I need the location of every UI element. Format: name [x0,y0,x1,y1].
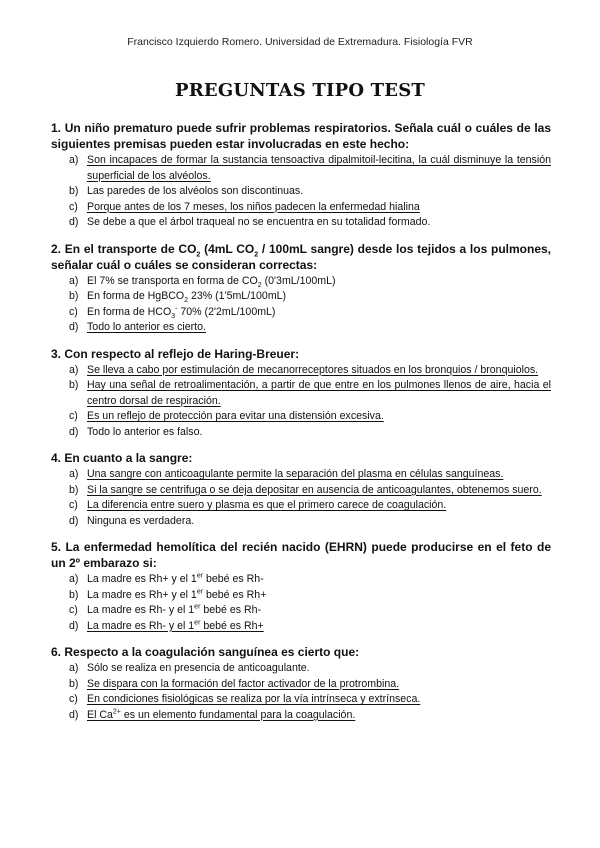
option-c: c) En forma de $HCO_3^-$ 70% (2'2mL/100mL) [69,304,276,320]
option-a: a) El 7% se transporta en forma de $CO_2$ (0'3mL/100mL) [69,274,336,289]
questions-list [51,120,551,733]
option-a: a) Son incapaces de formar la sustancia tensoactiva dipalmitoil-lecitina, la cuál disminuye la tensión superficial de los alvéolos. [69,154,551,182]
option-a: a) Una sangre con anticoagulante permite la separación del plasma en células sanguíneas. [69,468,504,480]
option-a: a) La madre es Rh+ y el 1er bebé es Rh- [69,572,264,585]
question-1 [51,120,551,231]
option-c: c) La madre es Rh- y el 1er bebé es Rh- [69,603,262,616]
question-text: 1. Un niño prematuro puede sufrir problemas respiratorios. Señala cuál o cuáles de las siguientes premisas pueden estar involucradas en este hecho: [51,121,551,151]
question-text: 4. En cuanto a la sangre: [51,451,193,465]
question-text: 2. En el transporte de $CO_2$ (4mL $CO_2 / 100mL$ sangre) desde los tejidos a los pulmones, señalar cuál o cuáles se consideran correctas: [51,241,552,272]
option-d: d) La madre es Rh- y el 1er bebé es Rh+ [69,618,264,632]
question-4 [51,450,551,529]
option-c: c) Es un reflejo de protección para evitar una distensión excesiva. [69,410,384,422]
option-b: b) Si la sangre se centrifuga o se deja depositar en ausencia de anticoagulantes, obtenemos suero. [69,483,542,496]
option-d: d) Se debe a que el árbol traqueal no se encuentra en su totalidad formado. [69,216,431,228]
option-d: d) Todo lo anterior es falso. [69,425,203,438]
question-5 [51,539,551,634]
option-d: d) Todo lo anterior es cierto. [69,321,206,333]
option-d: d) El $Ca^{2+}$ es un elemento fundamental para la coagulación. [69,707,356,721]
option-a: a) Se lleva a cabo por estimulación de mecanorreceptores situados en los bronquios / bronquiolos. [69,363,539,376]
question-2 [51,241,551,336]
question-text: 3. Con respecto al reflejo de Haring-Breuer: [51,346,300,361]
page-header: Francisco Izquierdo Romero. Universidad de Extremadura. Fisiología FVR [127,36,473,48]
option-a: a) Sólo se realiza en presencia de anticoagulante. [69,662,310,674]
option-b: b) Se dispara con la formación del factor activador de la protrombina. [69,677,400,690]
option-c: c) En condiciones fisiológicas se realiza por la vía intrínseca y extrínseca. [69,693,421,705]
page-title: PREGUNTAS TIPO TEST [175,80,425,101]
question-6 [51,644,551,723]
option-c: c) Porque antes de los 7 meses, los niños padecen la enfermedad hialina [69,200,420,213]
question-3 [51,346,551,441]
option-b: b) Las paredes de los alvéolos son discontinuas. [69,185,304,197]
option-d: d) Ninguna es verdadera. [69,514,195,527]
option-b: b) En forma de HgBCO$_2$ 23% (1'5mL/100mL) [69,290,287,305]
option-b: b) La madre es Rh+ y el 1er bebé es Rh+ [69,587,267,601]
question-text: 6. Respecto a la coagulación sanguínea es cierto que: [51,645,360,659]
option-c: c) La diferencia entre suero y plasma es que el primero carece de coagulación. [69,499,447,511]
question-text: 5. La enfermedad hemolítica del recién nacido (EHRN) puede producirse en el feto de un 2º embarazo si: [51,540,551,570]
option-b: b) Hay una señal de retroalimentación, a partir de que entre en los pulmones llenos de aire, hacia el centro dorsal de respiración. [69,379,551,407]
